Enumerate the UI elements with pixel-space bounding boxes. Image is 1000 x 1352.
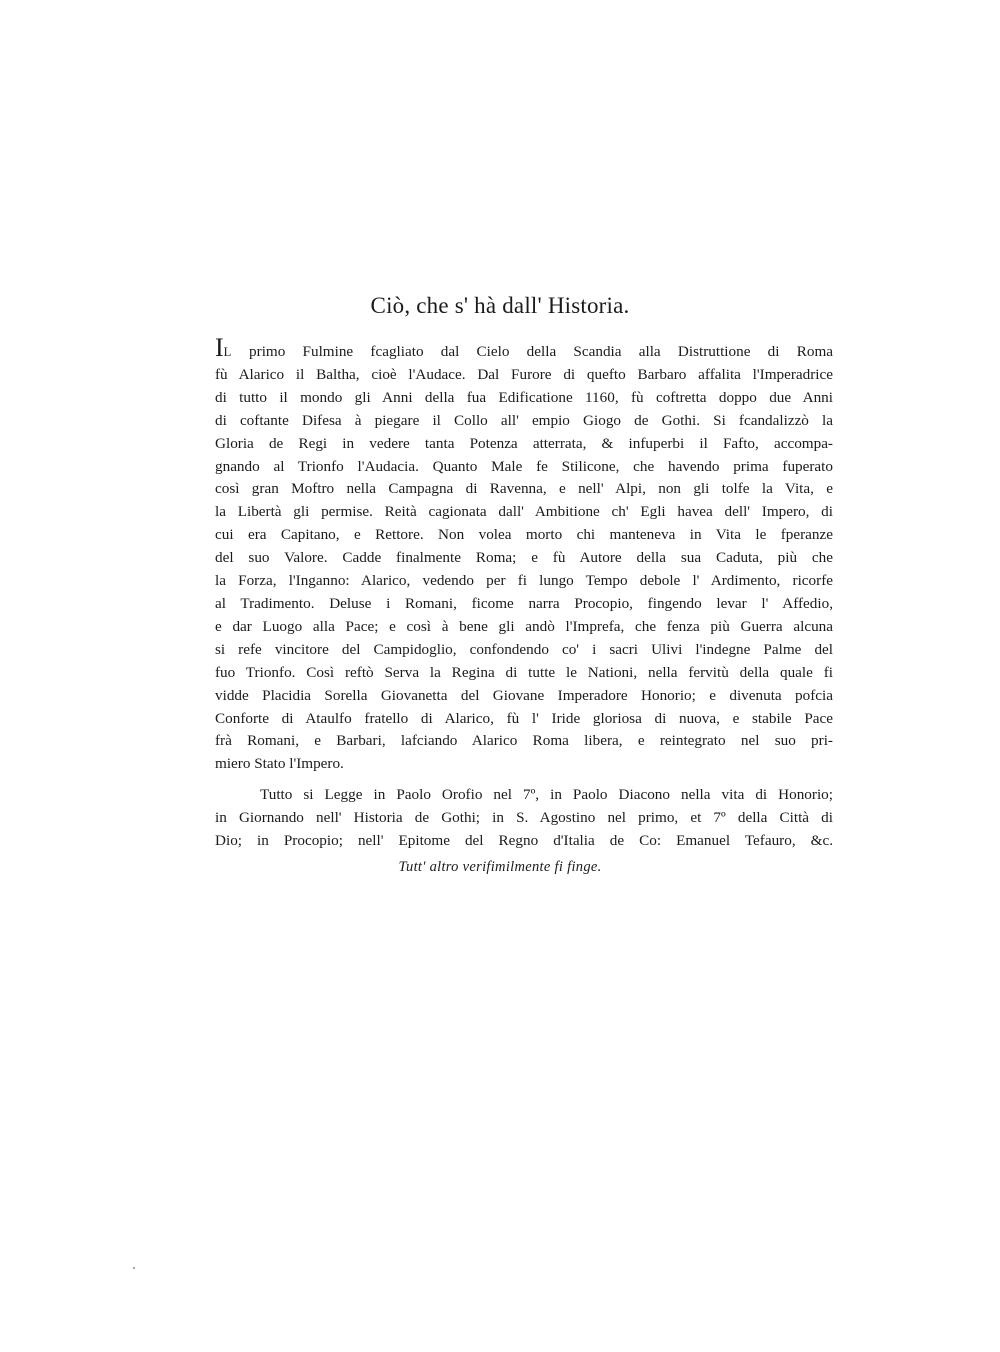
paragraph-1 (215, 333, 833, 776)
text-line: la Libertà gli permise. Reità cagionata dall' Ambitione ch' Egli havea dell' Impero, di (215, 503, 833, 521)
text-line: Conforte di Ataulfo fratello di Alarico, fù l' Iride gloriosa di nuova, e stabile Pace (215, 709, 833, 727)
text-line: Dio; in Procopio; nell' Epitome del Regno d'Italia de Co: Emanuel Tefauro, &c. (215, 832, 833, 850)
text-block (215, 333, 833, 853)
text-line: fù Alarico il Baltha, cioè l'Audace. Dal Furore di quefto Barbaro affalita l'Imperadrice (215, 365, 833, 383)
text-line: fuo Trionfo. Così reftò Serva la Regina di tutte le Nationi, nella fervitù della quale fi (215, 663, 833, 681)
text-line: gnando al Trionfo l'Audacia. Quanto Male fe Stilicone, che havendo prima fuperato (215, 457, 833, 475)
drop-cap-rest: L (223, 345, 232, 359)
closing-motto: Tutt' altro verifimilmente fi finge. (398, 859, 602, 875)
text-line: Gloria de Regi in vedere tanta Potenza atterrata, & infuperbi il Fafto, accompa- (215, 434, 833, 452)
paragraph-spacer (215, 776, 833, 784)
drop-cap: I (215, 333, 224, 362)
text-line: miero Stato l'Impero. (215, 755, 344, 773)
text-line: Tutto si Legge in Paolo Orofio nel 7º, in Paolo Diacono nella vita di Honorio; (260, 786, 833, 804)
page-title: Ciò, che s' hà dall' Historia. (370, 293, 630, 318)
text-line: in Giornando nell' Historia de Gothi; in S. Agostino nel primo, et 7º della Città di (215, 809, 833, 827)
text-line: così gran Moftro nella Campagna di Ravenna, e nell' Alpi, non gli tolfe la Vita, e (215, 480, 833, 498)
text-line: la Forza, l'Inganno: Alarico, vedendo per fi lungo Tempo debole l' Ardimento, ricorfe (215, 572, 833, 590)
paragraph-2 (215, 784, 833, 853)
text-line: e dar Luogo alla Pace; e così à bene gli andò l'Imprefa, che fenza più Guerra alcuna (215, 617, 833, 635)
scan-speck (133, 1267, 135, 1269)
text-line: di coftante Difesa à piegare il Collo all' empio Giogo de Gothi. Si fcandalizzò la (215, 411, 833, 429)
text-line: cui era Capitano, e Rettore. Non volea morto chi manteneva in Vita le fperanze (215, 526, 833, 544)
text-line: IL primo Fulmine fcagliato dal Cielo della Scandia alla Distruttione di Roma (215, 333, 833, 362)
text-line: frà Romani, e Barbari, lafciando Alarico Roma libera, e reintegrato nel suo pri- (215, 732, 833, 750)
text-line: vidde Placidia Sorella Giovanetta del Giovane Imperadore Honorio; e divenuta pofcia (215, 686, 833, 704)
text-line: si refe vincitore del Campidoglio, confondendo co' i sacri Ulivi l'indegne Palme del (215, 640, 833, 658)
text-line: al Tradimento. Deluse i Romani, ficome narra Procopio, fingendo levar l' Affedio, (215, 594, 833, 612)
text-line: del suo Valore. Cadde finalmente Roma; e fù Autore della sua Caduta, più che (215, 549, 833, 567)
text-line: di tutto il mondo gli Anni della fua Edificatione 1160, fù coftretta doppo due Anni (215, 388, 833, 406)
